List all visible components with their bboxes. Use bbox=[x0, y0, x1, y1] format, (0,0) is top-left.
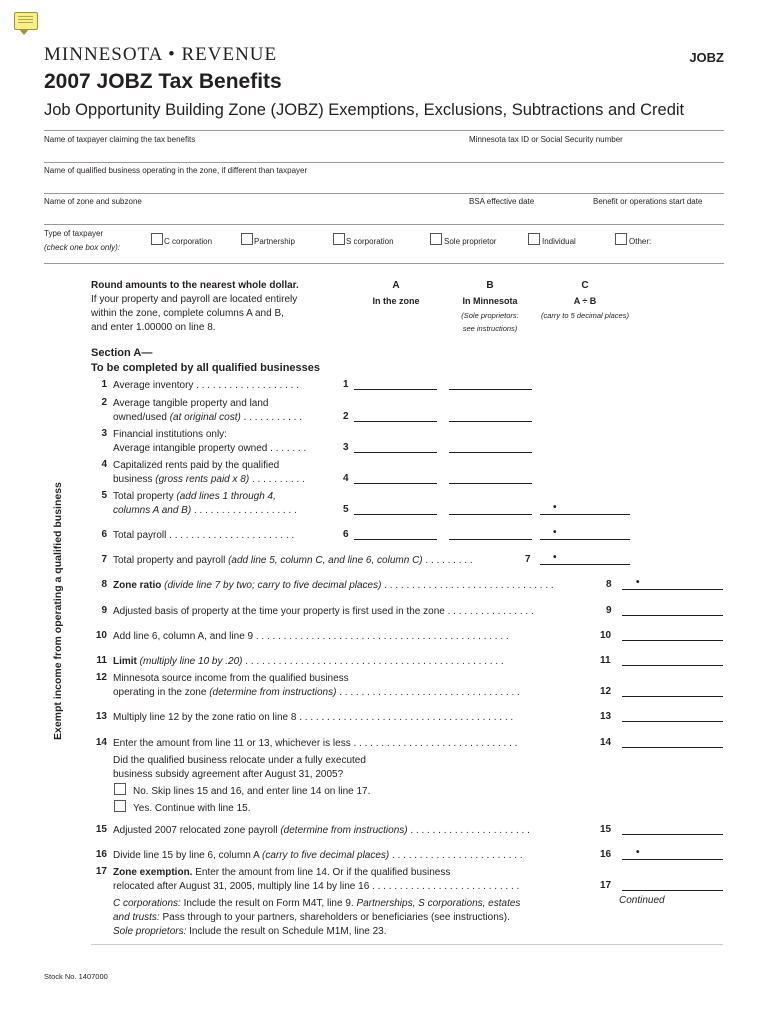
line-8-label: Zone ratio (divide line 7 by two; carry to five decimal places) . . . . . . . . . . . . . . . . . . . . . . . . . . . . . . . bbox=[113, 580, 554, 591]
line-4-col-b-input[interactable] bbox=[449, 483, 532, 484]
line-8-input[interactable] bbox=[622, 589, 723, 590]
line-4-col-a-input[interactable] bbox=[354, 483, 437, 484]
benefit-date-label: Benefit or operations start date bbox=[593, 197, 703, 206]
line-number: 13 bbox=[95, 711, 107, 722]
line-17-note: and trusts: Pass through to your partners, shareholders or beneficiaries (see instructions). bbox=[113, 912, 510, 923]
line-17-input[interactable] bbox=[622, 890, 723, 891]
partnership-checkbox[interactable] bbox=[241, 233, 253, 245]
line-number: 5 bbox=[101, 490, 107, 501]
line-15-label: Adjusted 2007 relocated zone payroll (determine from instructions) . . . . . . . . . . . . . . . . . . . . . . bbox=[113, 825, 530, 836]
box-number: 12 bbox=[600, 686, 612, 697]
line-6-label: Total payroll . . . . . . . . . . . . . . . . . . . . . . . bbox=[113, 530, 295, 541]
line-13-input[interactable] bbox=[622, 721, 723, 722]
s-corporation-label: S corporation bbox=[346, 237, 394, 246]
line-3-col-a-input[interactable] bbox=[354, 452, 437, 453]
line-number: 11 bbox=[96, 655, 107, 666]
side-label: Exempt income from operating a qualified business bbox=[52, 482, 64, 740]
page-title: 2007 JOBZ Tax Benefits bbox=[44, 70, 282, 93]
yes-option-label: Yes. Continue with line 15. bbox=[133, 803, 251, 814]
line-12-input[interactable] bbox=[622, 696, 723, 697]
no-checkbox[interactable] bbox=[114, 783, 126, 795]
line-10-input[interactable] bbox=[622, 640, 723, 641]
line-number: 8 bbox=[101, 579, 107, 590]
line-number: 3 bbox=[101, 428, 107, 439]
column-b-note: see instructions) bbox=[462, 324, 518, 333]
line-15-input[interactable] bbox=[622, 834, 723, 835]
line-5-label: Total property (add lines 1 through 4, bbox=[113, 491, 276, 502]
line-number: 16 bbox=[95, 849, 107, 860]
line-4-label: business (gross rents paid x 8) . . . . . . . . . . bbox=[113, 474, 305, 485]
decimal-point: • bbox=[553, 527, 557, 538]
section-a-title: Section A— bbox=[91, 347, 153, 359]
line-number: 2 bbox=[101, 397, 107, 408]
column-b-sub: In Minnesota bbox=[462, 296, 518, 306]
line-5-label: columns A and B) . . . . . . . . . . . . . . . . . . . bbox=[113, 505, 297, 516]
instruction-line: and enter 1.00000 on line 8. bbox=[91, 322, 216, 333]
line-number: 10 bbox=[95, 630, 107, 641]
line-5-col-c-input[interactable] bbox=[540, 514, 630, 515]
line-11-label: Limit (multiply line 10 by .20) . . . . . . . . . . . . . . . . . . . . . . . . . . . . . . . . . . . . . . . . . . . . . . . bbox=[113, 656, 504, 667]
zone-name-field[interactable] bbox=[44, 224, 724, 225]
s-corporation-checkbox[interactable] bbox=[333, 233, 345, 245]
bsa-date-label: BSA effective date bbox=[469, 197, 535, 206]
line-6-col-c-input[interactable] bbox=[540, 539, 630, 540]
line-2-label: owned/used (at original cost) . . . . . . . . . . . bbox=[113, 412, 302, 423]
round-instruction: Round amounts to the nearest whole dollar. bbox=[91, 280, 299, 291]
box-number: 9 bbox=[606, 605, 612, 616]
line-14-question: business subsidy agreement after August 31, 2005? bbox=[113, 769, 344, 780]
box-number: 15 bbox=[600, 824, 612, 835]
column-c-header: C bbox=[581, 280, 589, 291]
column-b-header: B bbox=[486, 280, 494, 291]
partnership-label: Partnership bbox=[254, 237, 295, 246]
column-c-note: (carry to 5 decimal places) bbox=[541, 311, 629, 320]
form-code: JOBZ bbox=[689, 50, 724, 65]
type-hint: (check one box only): bbox=[44, 243, 121, 252]
individual-checkbox[interactable] bbox=[528, 233, 540, 245]
box-number: 5 bbox=[343, 504, 349, 515]
line-5-col-b-input[interactable] bbox=[449, 514, 532, 515]
zone-name-label: Name of zone and subzone bbox=[44, 197, 142, 206]
business-name-field[interactable] bbox=[44, 193, 724, 194]
other-label: Other: bbox=[629, 237, 652, 246]
other-checkbox[interactable] bbox=[615, 233, 627, 245]
line-17-label: relocated after August 31, 2005, multiply line 14 by line 16 . . . . . . . . . . . . . . . . . . . . . . . . . . . bbox=[113, 881, 520, 892]
line-1-label: Average inventory . . . . . . . . . . . . . . . . . . . bbox=[113, 380, 299, 391]
line-1-col-a-input[interactable] bbox=[354, 389, 437, 390]
box-number: 11 bbox=[600, 655, 611, 666]
line-number: 7 bbox=[101, 554, 107, 565]
brand-logo: MINNESOTA • REVENUE bbox=[44, 44, 278, 65]
stock-number: Stock No. 1407000 bbox=[44, 972, 108, 981]
box-number: 17 bbox=[600, 880, 612, 891]
line-14-input[interactable] bbox=[622, 747, 723, 748]
sole-proprietor-label: Sole proprietor bbox=[444, 237, 497, 246]
decimal-point: • bbox=[636, 577, 640, 588]
line-16-input[interactable] bbox=[622, 859, 723, 860]
line-16-label: Divide line 15 by line 6, column A (carry to five decimal places) . . . . . . . . . . . . . . . . . . . . . . . . bbox=[113, 850, 523, 861]
instruction-line: If your property and payroll are located entirely bbox=[91, 294, 298, 305]
box-number: 7 bbox=[525, 554, 531, 565]
line-number: 9 bbox=[101, 605, 107, 616]
line-5-col-a-input[interactable] bbox=[354, 514, 437, 515]
column-b-note: (Sole proprietors: bbox=[461, 311, 519, 320]
instruction-line: within the zone, complete columns A and B, bbox=[91, 308, 284, 319]
page-subtitle: Job Opportunity Building Zone (JOBZ) Exemptions, Exclusions, Subtractions and Credit bbox=[44, 101, 685, 119]
line-6-col-a-input[interactable] bbox=[354, 539, 437, 540]
line-17-label: Zone exemption. Enter the amount from line 14. Or if the qualified business bbox=[113, 867, 451, 878]
line-9-input[interactable] bbox=[622, 615, 723, 616]
sole-proprietor-checkbox[interactable] bbox=[430, 233, 442, 245]
decimal-point: • bbox=[553, 502, 557, 513]
box-number: 13 bbox=[600, 711, 612, 722]
yes-checkbox[interactable] bbox=[114, 800, 126, 812]
box-number: 2 bbox=[343, 411, 349, 422]
column-a-sub: In the zone bbox=[372, 296, 420, 306]
line-12-label: Minnesota source income from the qualified business bbox=[113, 673, 349, 684]
line-7-input[interactable] bbox=[540, 564, 630, 565]
line-number: 12 bbox=[95, 672, 107, 683]
line-10-label: Add line 6, column A, and line 9 . . . . . . . . . . . . . . . . . . . . . . . . . . . . . . . . . . . . . . . . . . . . . . bbox=[113, 631, 509, 642]
line-number: 17 bbox=[95, 866, 107, 877]
taxpayer-name-field[interactable] bbox=[44, 162, 724, 163]
line-11-input[interactable] bbox=[622, 665, 723, 666]
decimal-point: • bbox=[553, 552, 557, 563]
tax-id-label: Minnesota tax ID or Social Security number bbox=[469, 135, 623, 144]
continued-label: Continued bbox=[619, 895, 665, 906]
no-option-label: No. Skip lines 15 and 16, and enter line 14 on line 17. bbox=[133, 786, 371, 797]
line-number: 6 bbox=[101, 529, 107, 540]
line-12-label: operating in the zone (determine from instructions) . . . . . . . . . . . . . . . . . . . . . . . . . . . . . . . . . bbox=[113, 687, 520, 698]
box-number: 3 bbox=[343, 442, 349, 453]
box-number: 16 bbox=[600, 849, 612, 860]
sticky-note-icon[interactable] bbox=[14, 12, 38, 30]
line-17-note: C corporations: Include the result on Form M4T, line 9. Partnerships, S corporations, estates bbox=[113, 898, 521, 909]
line-6-col-b-input[interactable] bbox=[449, 539, 532, 540]
c-corporation-label: C corporation bbox=[164, 237, 213, 246]
line-2-col-b-input[interactable] bbox=[449, 421, 532, 422]
line-2-col-a-input[interactable] bbox=[354, 421, 437, 422]
decimal-point: • bbox=[636, 847, 640, 858]
divider bbox=[44, 130, 724, 131]
line-9-label: Adjusted basis of property at the time your property is first used in the zone . . . . . . . . . . . . . . . . bbox=[113, 606, 534, 617]
section-a-subtitle: To be completed by all qualified businesses bbox=[91, 362, 321, 374]
business-name-label: Name of qualified business operating in the zone, if different than taxpayer bbox=[44, 166, 308, 175]
line-1-col-b-input[interactable] bbox=[449, 389, 532, 390]
box-number: 8 bbox=[606, 579, 612, 590]
c-corporation-checkbox[interactable] bbox=[151, 233, 163, 245]
taxpayer-name-label: Name of taxpayer claiming the tax benefits bbox=[44, 135, 196, 144]
divider bbox=[91, 944, 723, 945]
line-number: 14 bbox=[95, 737, 107, 748]
column-a-header: A bbox=[392, 280, 400, 291]
box-number: 14 bbox=[600, 737, 612, 748]
column-c-sub: A ÷ B bbox=[573, 296, 597, 306]
line-3-label: Financial institutions only: bbox=[113, 429, 227, 440]
type-label: Type of taxpayer bbox=[44, 229, 104, 238]
line-13-label: Multiply line 12 by the zone ratio on line 8 . . . . . . . . . . . . . . . . . . . . . . . . . . . . . . . . . . . . . . . bbox=[113, 712, 514, 723]
box-number: 10 bbox=[600, 630, 612, 641]
line-3-col-b-input[interactable] bbox=[449, 452, 532, 453]
line-number: 15 bbox=[95, 824, 107, 835]
line-14-question: Did the qualified business relocate under a fully executed bbox=[113, 755, 366, 766]
line-7-label: Total property and payroll (add line 5, column C, and line 6, column C) . . . . . . . . . bbox=[113, 555, 473, 566]
line-2-label: Average tangible property and land bbox=[113, 398, 269, 409]
line-number: 4 bbox=[101, 459, 107, 470]
line-4-label: Capitalized rents paid by the qualified bbox=[113, 460, 280, 471]
divider bbox=[44, 263, 724, 264]
line-number: 1 bbox=[101, 379, 107, 390]
box-number: 6 bbox=[343, 529, 349, 540]
line-17-note: Sole proprietors: Include the result on Schedule M1M, line 23. bbox=[113, 926, 387, 937]
line-14-label: Enter the amount from line 11 or 13, whichever is less . . . . . . . . . . . . . . . . . . . . . . . . . . . . . . bbox=[113, 738, 518, 749]
line-3-label: Average intangible property owned . . . . . . . bbox=[113, 443, 307, 454]
individual-label: Individual bbox=[542, 237, 576, 246]
box-number: 4 bbox=[343, 473, 349, 484]
box-number: 1 bbox=[343, 379, 349, 390]
